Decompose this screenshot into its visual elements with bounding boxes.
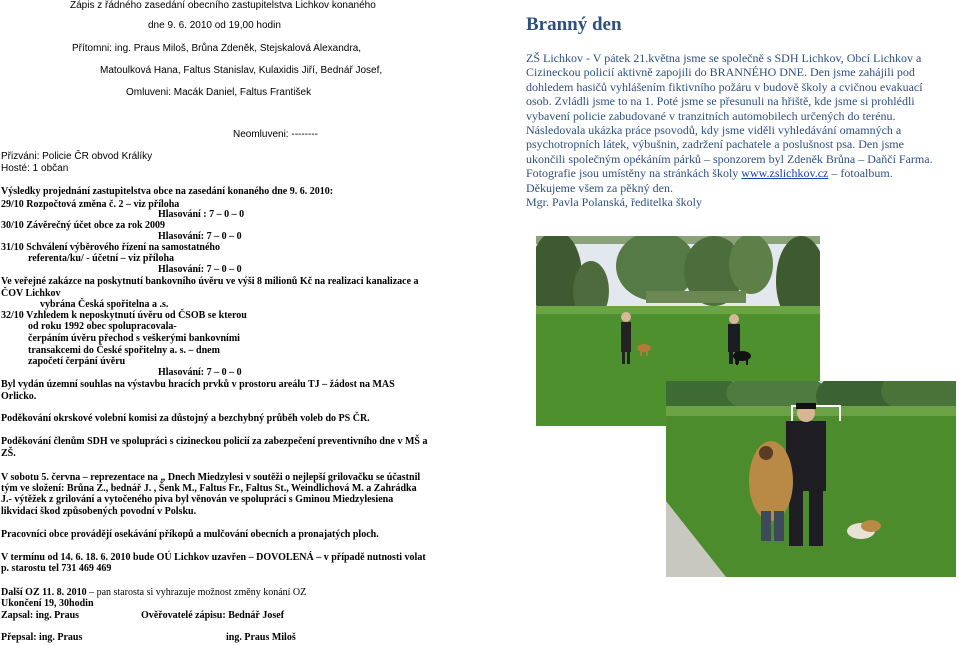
holiday-line-2: p. starostu tel 731 469 469 (1, 563, 112, 574)
photo-bite-suit-demo (666, 381, 956, 577)
resolution-32-b: od roku 1992 obec spolupracovala- (28, 321, 177, 332)
holiday-line-1: V termínu od 14. 6. 18. 6. 2010 bude OÚ Lichkov uzavřen – DOVOLENÁ – v případě nutnosti volat (1, 552, 426, 563)
meeting-end: Ukončení 19, 30hodin (1, 598, 94, 609)
next-meeting (1, 587, 306, 598)
article-line: psychotropních látek, výbušnin, zadržení pachatele a poslušnost psa. Den jsme (526, 137, 904, 152)
resolution-32-e: započetí čerpání úvěru (28, 356, 126, 367)
excused-line: Omluveni: Macák Daniel, Faltus František (126, 87, 312, 98)
permit-line-2: Orlicko. (1, 391, 37, 402)
thanks-sdh-1: Poděkování členům SDH ve spolupráci s cizineckou policií za zabezpečení preventivního dne v MŠ a (1, 436, 428, 447)
tender-line-3: vybrána Česká spořitelna a .s. (40, 299, 169, 310)
resolution-31: 31/10 Schválení výběrového řízení na samostatného (1, 242, 220, 253)
resolution-32-d: transakcemi do České spořitelny a. s. – dnem (28, 345, 220, 356)
signature-name: ing. Praus Miloš (226, 632, 296, 643)
recorder: Zapsal: ing. Praus (1, 610, 80, 621)
article-line: osob. Zvládli jsme to na 1. Poté jsme se přesunuli na hřiště, kde jsme si prohlédli (526, 94, 915, 109)
article-body (526, 51, 933, 209)
next-meeting-note: – pan starosta si vyhrazuje možnost změny konání OZ (86, 587, 307, 598)
vote-30: Hlasování: 7 – 0 – 0 (158, 231, 242, 242)
grill-line-3: J.- výtěžek z grilování a vytočeného piva byl věnován ve spolupráci s Gminou Miedzylesiena (1, 494, 394, 505)
tender-line-2: ČOV Lichkov (1, 288, 61, 299)
photo-line (526, 166, 933, 180)
photo-line-suffix: – fotoalbum. (828, 166, 893, 181)
thanks-election: Poděkování okrskové volební komisi za důstojný a bezchybný průběh voleb do PS ČR. (1, 413, 370, 424)
school-website-link[interactable]: www.zslichkov.cz (741, 166, 829, 181)
article-signature: Mgr. Pavla Polanská, ředitelka školy (526, 195, 702, 210)
vote-32: Hlasování: 7 – 0 – 0 (158, 367, 242, 378)
verifier: Ověřovatelé zápisu: Bednář Josef (141, 610, 285, 621)
permit-line-1: Byl vydán územní souhlas na výstavbu hracích prvků v prostoru areálu TJ – žádost na MAS (1, 379, 395, 390)
document-title: Zápis z řádného zasedání obecního zastupitelstva Lichkov konaného (70, 0, 376, 11)
article-line: Děkujeme všem za pěkný den. (526, 180, 673, 195)
article-line: Následovala ukázka práce psovodů, kdy jsme viděli vyhledávání omamných a (526, 123, 902, 138)
meeting-date: dne 9. 6. 2010 od 19,00 hodin (148, 20, 281, 31)
resolution-31-cont: referenta/ku/ - účetní – viz příloha (28, 253, 175, 264)
resolution-29: 29/10 Rozpočtová změna č. 2 – viz příloha (1, 199, 180, 210)
resolution-32: 32/10 Vzhledem k neposkytnutí úvěru od ČSOB se kterou (1, 310, 247, 321)
article-line: ukončili společným opékáním párků – sponzorem byl Zdeněk Brůna – Daňčí Farma. (526, 151, 933, 166)
grill-line-2: tým ve složení: Brůna Z., bednář J. , Šenk M., Faltus Fr., Faltus St., Weindlichová M. a Zahrádka (1, 483, 417, 494)
resolution-32-c: čerpáním úvěru přechod s veškerými bankovními (28, 333, 240, 344)
results-heading: Výsledky projednání zastupitelstva obce na zasedání konaného dne 9. 6. 2010: (1, 186, 334, 197)
invited-line: Přizváni: Policie ČR obvod Králíky (1, 151, 153, 162)
photo-line-prefix: Fotografie jsou umístěny na stránkách školy (526, 166, 742, 181)
grill-line-1: V sobotu 5. června – reprezentace na „ Dnech Miedzylesi v soutěži o nejlepší grilovačku se účastnil (1, 472, 421, 483)
article-heading: Branný den (526, 14, 622, 35)
thanks-sdh-2: ZŠ. (1, 448, 16, 459)
article-line: vybavení policie zabudované v tranzitních automobilech určených do terénu. (526, 108, 896, 123)
workers-line: Pracovníci obce provádějí osekávání příkopů a mulčování obecních a pronajatých ploch. (1, 529, 379, 540)
present-line-2: Matoulková Hana, Faltus Stanislav, Kulaxidis Jiří, Bednář Josef, (100, 65, 383, 76)
resolution-30: 30/10 Závěrečný účet obce za rok 2009 (1, 220, 166, 231)
rewritten-by: Přepsal: ing. Praus (1, 632, 83, 643)
tender-line-1: Ve veřejné zakázce na poskytnutí bankovního úvěru ve výši 8 milionů Kč na realizaci kanalizace a (1, 276, 419, 287)
guests-line: Hosté: 1 občan (1, 163, 69, 174)
unexcused-line: Neomluveni: -------- (233, 129, 318, 140)
grill-line-4: likvidaci škod způsobených povodní v Polsku. (1, 506, 197, 517)
next-meeting-date: Další OZ 11. 8. 2010 (1, 587, 87, 598)
article-line: ZŠ Lichkov - V pátek 21.května jsme se společně s SDH Lichkov, Obcí Lichkov a (526, 51, 922, 65)
vote-29: Hlasování : 7 – 0 – 0 (158, 209, 245, 220)
article-line: Cizineckou policií aktivně zapojili do BRANNÉHO DNE. Den jsme zahájili pod (526, 65, 915, 80)
vote-31: Hlasování: 7 – 0 – 0 (158, 264, 242, 275)
present-line-1: Přítomni: ing. Praus Miloš, Brůna Zdeněk, Stejskalová Alexandra, (72, 43, 362, 54)
article-line: dohledem hasičů vyhlášením fiktivního požáru v budově školy a cvičnou evakuací (526, 79, 923, 94)
